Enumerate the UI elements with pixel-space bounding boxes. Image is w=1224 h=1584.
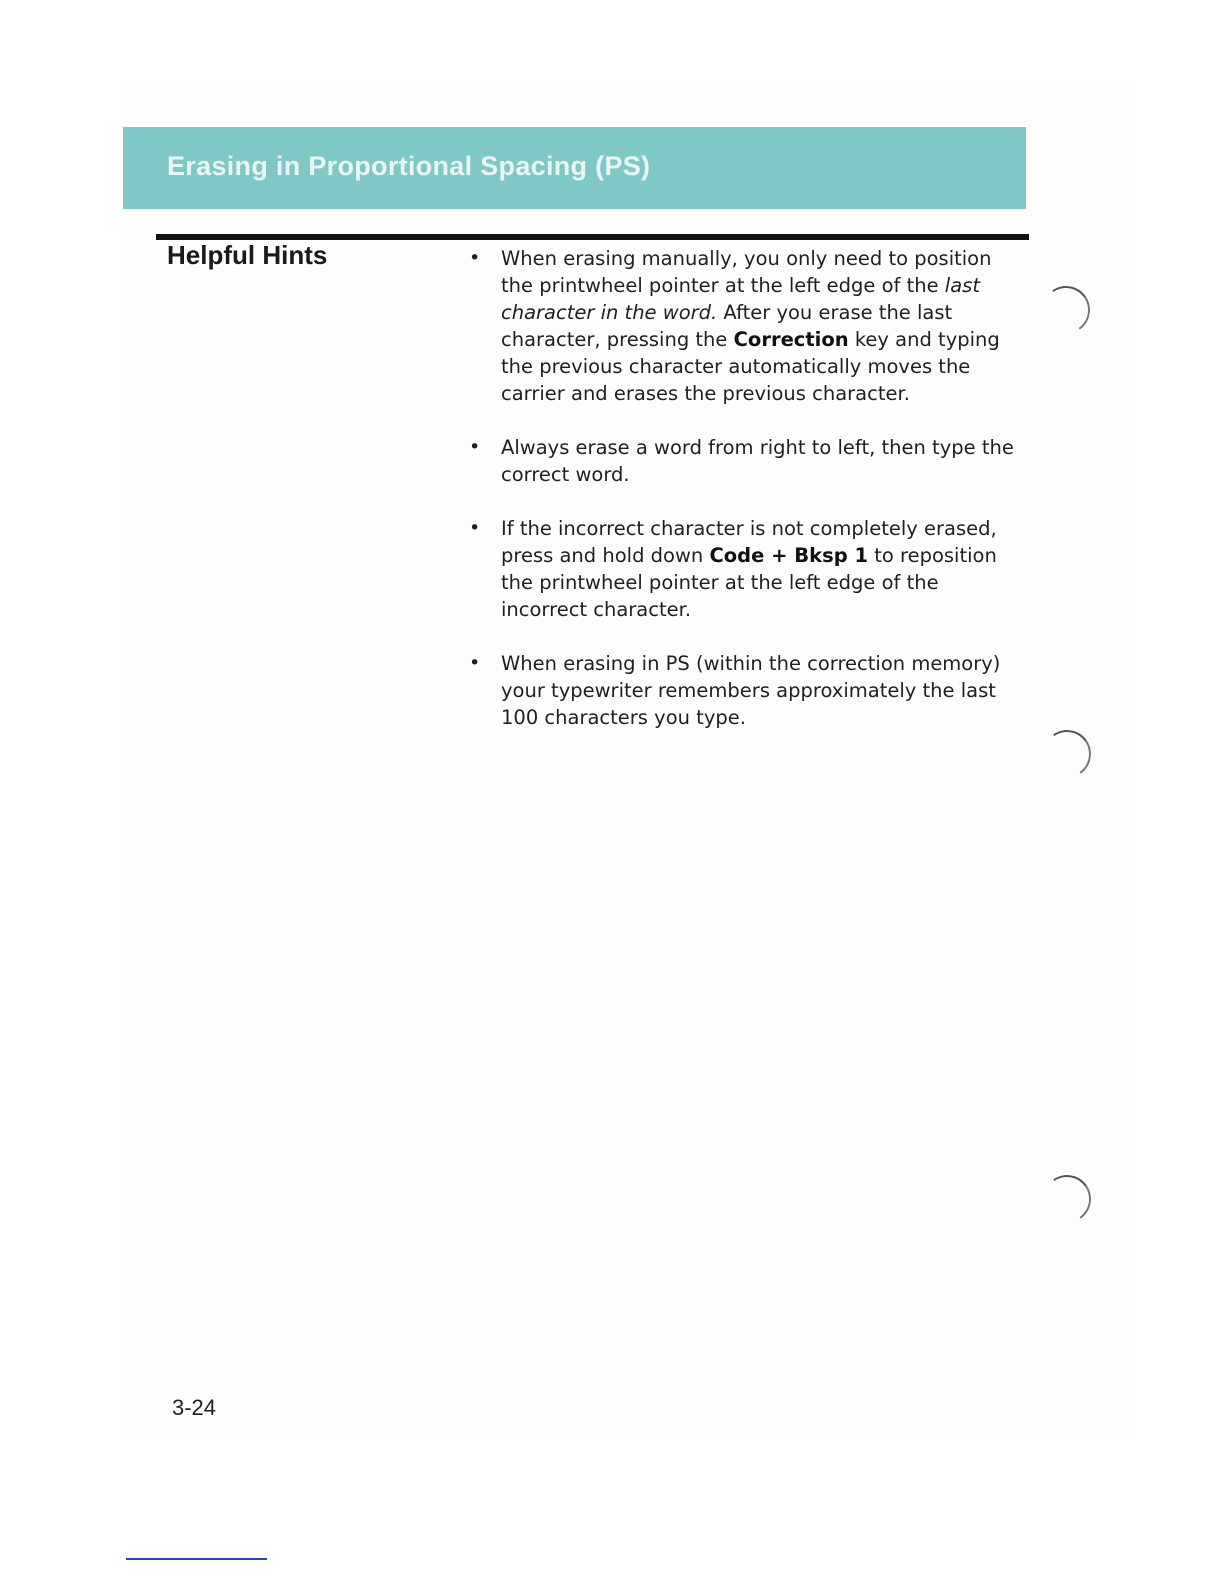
header-band	[123, 127, 1026, 209]
hint-text: When erasing manually, you only need to position the printwheel pointer at the left edge of the	[501, 247, 992, 297]
hint-text: Always erase a word from right to left, then type the correct word.	[501, 436, 1014, 486]
hint-item	[466, 245, 1026, 407]
key-combination: Code + Bksp 1	[709, 544, 869, 567]
hint-item	[466, 650, 1026, 731]
bullet-icon: •	[469, 436, 481, 458]
hint-text: When erasing in PS (within the correction memory) your typewriter remembers approximately the last 100 characters you type.	[501, 652, 1001, 729]
page-number: 3-24	[172, 1395, 217, 1420]
bullet-icon: •	[469, 517, 481, 539]
hint-text: key and typing the previous character automatically moves the carrier and erases the previous character.	[501, 328, 1000, 405]
hint-item	[466, 434, 1026, 488]
hint-item	[466, 515, 1026, 623]
bullet-icon: •	[469, 247, 481, 269]
hints-list	[466, 245, 1026, 731]
hint-text: to reposition the printwheel pointer at the left edge of the incorrect character.	[501, 544, 997, 621]
page-title: Erasing in Proportional Spacing (PS)	[167, 151, 651, 181]
hint-text: If the incorrect character is not completely erased, press and hold down	[501, 517, 997, 567]
hint-text: After you erase the last character, pressing the	[501, 301, 953, 351]
bullet-icon: •	[469, 652, 481, 674]
key-name: Correction	[733, 328, 849, 351]
bottom-underline	[126, 1558, 267, 1560]
hint-emphasis: last character in the word.	[501, 274, 980, 324]
section-title: Helpful Hints	[167, 240, 328, 270]
